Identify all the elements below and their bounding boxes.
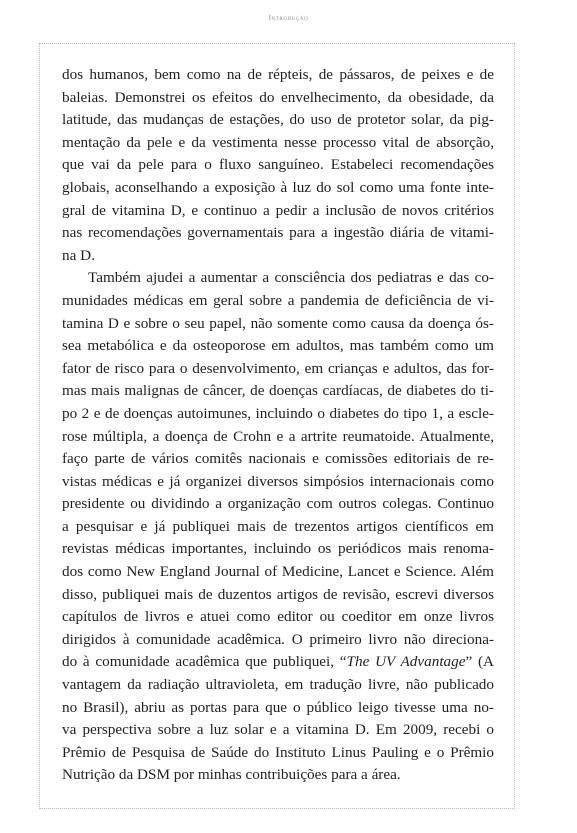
text-line: nas recomendações governamentais para a ingestão diária de vitami- bbox=[62, 224, 494, 242]
text-line: disso, publiquei mais de duzentos artigos de revisão, escrevi diversos bbox=[62, 585, 494, 603]
text-line: Prêmio de Pesquisa de Saúde do Instituto Linus Pauling e o Prêmio bbox=[62, 743, 494, 761]
text-line: munidades médicas em geral sobre a pandemia de deficiência de vi- bbox=[62, 291, 494, 309]
text-line: a pesquisar e já publiquei mais de trezentos artigos científicos em bbox=[62, 517, 494, 535]
text-line: globais, aconselhando a exposição à luz do sol como uma fonte inte- bbox=[62, 178, 494, 196]
text-line: capítulos de livros e atuei como editor ou coeditor em onze livros bbox=[62, 608, 494, 626]
text-line: na D. bbox=[62, 246, 95, 264]
text-line: vantagem da radiação ultravioleta, em tradução livre, não publicado bbox=[62, 676, 494, 694]
text-line: tamina D e sobre o seu papel, não somente como causa da doença ós- bbox=[62, 314, 494, 332]
text-line: rose múltipla, a doença de Crohn e a artrite reumatoide. Atualmente, bbox=[62, 427, 494, 445]
body-text bbox=[62, 64, 494, 787]
text-line: gral de vitamina D, e continuo a pedir a inclusão de novos critérios bbox=[62, 201, 494, 219]
text-line: baleias. Demonstrei os efeitos do envelhecimento, da obesidade, da bbox=[62, 88, 494, 106]
book-title: The UV Advantage bbox=[346, 653, 466, 671]
text-line: latitude, das mudanças de estações, do uso de protetor solar, da pig- bbox=[62, 111, 494, 129]
text-line: faço parte de vários comitês nacionais e comissões editoriais de re- bbox=[62, 450, 494, 468]
text-line: que vai da pele para o fluxo sanguíneo. Estabeleci recomendações bbox=[62, 156, 494, 174]
text-line: no Brasil), abriu as portas para que o público leigo tivesse uma no- bbox=[62, 698, 494, 716]
text-line: fator de risco para o desenvolvimento, em crianças e adultos, das for- bbox=[62, 359, 494, 377]
text-line: va perspectiva sobre a luz solar e a vitamina D. Em 2009, recebi o bbox=[62, 721, 494, 739]
text-line: dos humanos, bem como na de répteis, de pássaros, de peixes e de bbox=[62, 66, 494, 83]
text-line: Nutrição da DSM por minhas contribuições para a área. bbox=[62, 766, 401, 784]
running-header: Introdução bbox=[268, 14, 309, 22]
text-line: presidente ou dividindo a organização com outros colegas. Continuo bbox=[62, 495, 494, 513]
text-line: dos como New England Journal of Medicine, Lancet e Science. Além bbox=[62, 563, 494, 581]
paragraph bbox=[62, 267, 494, 787]
text-line: Também ajudei a aumentar a consciência dos pediatras e das co- bbox=[88, 269, 494, 287]
text-line: mentação da pele e da vestimenta nesse processo vital de absorção, bbox=[62, 133, 494, 151]
text-line: sea metabólica e da osteoporose em adultos, mas também como um bbox=[62, 337, 494, 355]
text-line: dirigidos à comunidade acadêmica. O primeiro livro não direciona- bbox=[62, 630, 494, 648]
text-line: vistas médicas e já organizei diversos simpósios internacionais como bbox=[62, 472, 494, 490]
text-line: revistas médicas importantes, incluindo os periódicos mais renoma- bbox=[62, 540, 494, 558]
text-line: po 2 e de doenças autoimunes, incluindo o diabetes do tipo 1, a escle- bbox=[62, 404, 494, 422]
text-line: do à comunidade acadêmica que publiquei, “The UV Advantage” (A bbox=[62, 653, 494, 671]
text-line: mas mais malignas de câncer, de doenças cardíacas, de diabetes do ti- bbox=[62, 382, 494, 400]
paragraph bbox=[62, 64, 494, 267]
